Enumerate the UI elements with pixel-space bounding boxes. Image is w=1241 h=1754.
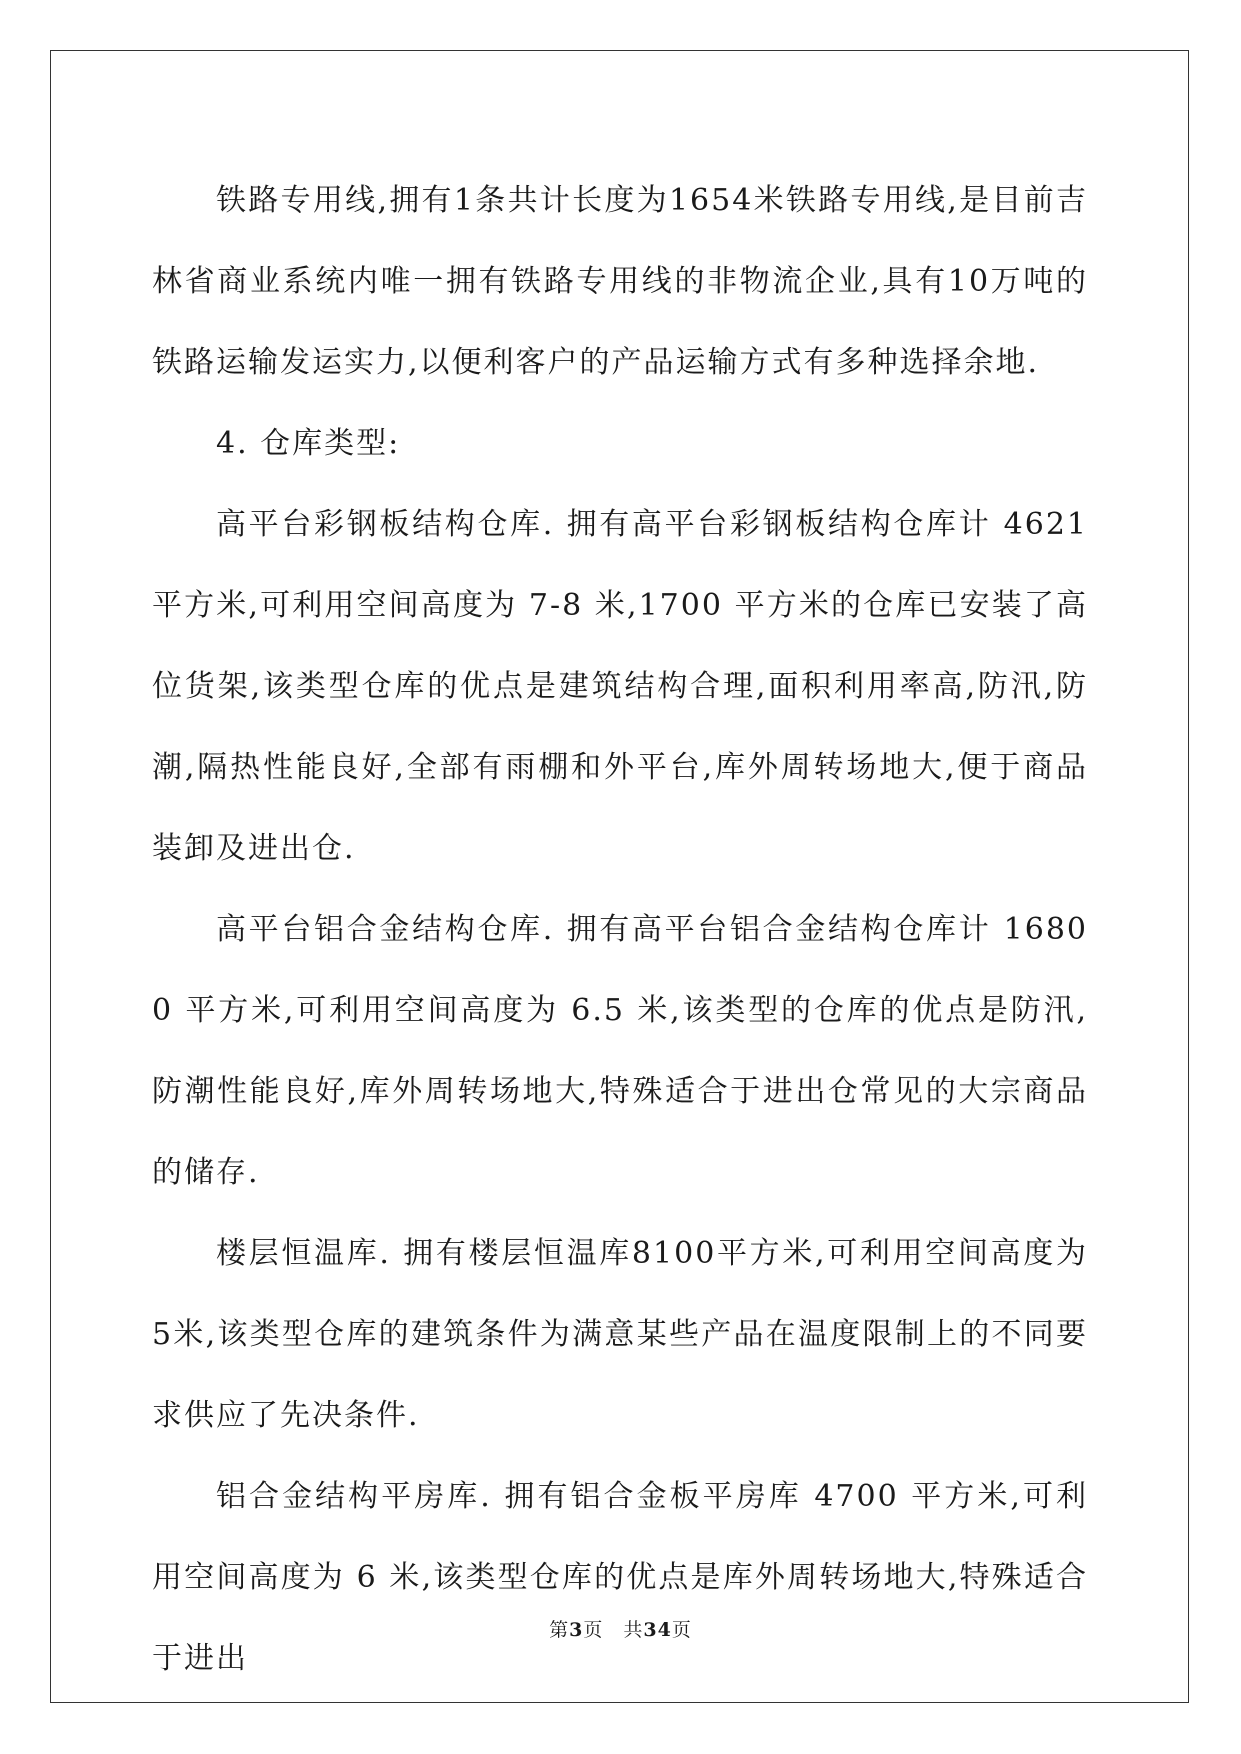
total-suffix: 页: [671, 1619, 692, 1641]
page-prefix: 第: [549, 1619, 570, 1641]
paragraph-single-storey-warehouse: 铝合金结构平房库. 拥有铝合金板平房库 4700 平方米,可利用空间高度为 6 米,该类型仓库的优点是库外周转场地大,特殊适合于进出: [152, 1479, 1088, 1676]
paragraph-constant-temp-warehouse: 楼层恒温库. 拥有楼层恒温库8100平方米,可利用空间高度为5米,该类型仓库的建筑条件为满意某些产品在温度限制上的不同要求供应了先决条件.: [152, 1236, 1088, 1433]
total-prefix: 共: [623, 1619, 644, 1641]
document-body: [152, 160, 1088, 1699]
paragraph-aluminum-warehouse: 高平台铝合金结构仓库. 拥有高平台铝合金结构仓库计 16800 平方米,可利用空间高度为 6.5 米,该类型的仓库的优点是防汛,防潮性能良好,库外周转场地大,特殊适合于进出仓常见的大宗商品的储存.: [152, 912, 1088, 1190]
paragraph-steel-warehouse: 高平台彩钢板结构仓库. 拥有高平台彩钢板结构仓库计 4621 平方米,可利用空间高度为 7-8 米,1700 平方米的仓库已安装了高位货架,该类型仓库的优点是建筑结构合理,面积利用率高,防汛,防潮,隔热性能良好,全部有雨棚和外平台,库外周转场地大,便于商品装卸及进出仓.: [152, 507, 1088, 866]
page-footer: [0, 1618, 1241, 1642]
section-heading-warehouse-types: 4. 仓库类型:: [216, 426, 401, 461]
page-total: 34: [643, 1619, 672, 1641]
paragraph-railway: 铁路专用线,拥有1条共计长度为1654米铁路专用线,是目前吉林省商业系统内唯一拥有铁路专用线的非物流企业,具有10万吨的铁路运输发运实力,以便利客户的产品运输方式有多种选择余地.: [152, 183, 1088, 380]
page-suffix: 页: [583, 1619, 604, 1641]
page-number: 3: [569, 1619, 584, 1641]
